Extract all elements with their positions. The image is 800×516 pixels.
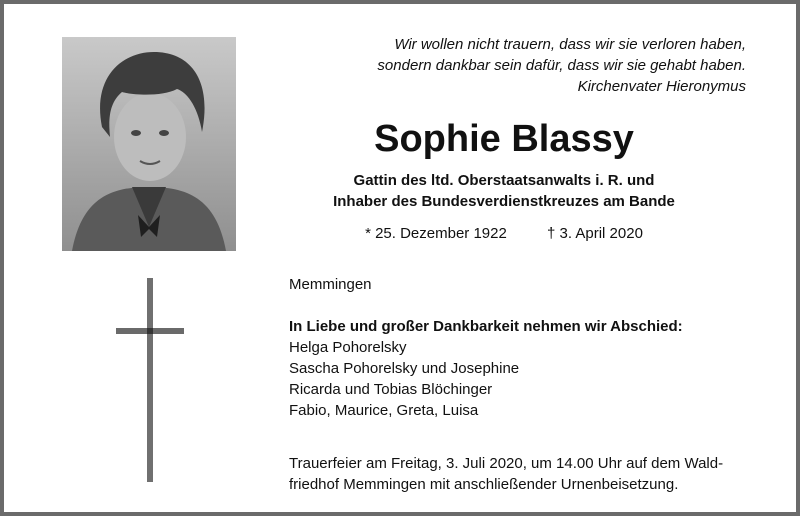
quote-line: sondern dankbar sein dafür, dass wir sie gehabt haben.	[377, 57, 746, 74]
quote-line: Wir wollen nicht trauern, dass wir sie verloren haben,	[394, 36, 746, 53]
subtitle-line-1: Gattin des ltd. Oberstaatsanwalts i. R. und	[353, 172, 655, 189]
funeral-line-2: friedhof Memmingen mit anschließender Urnenbeisetzung.	[289, 476, 679, 493]
place: Memmingen	[289, 276, 372, 293]
funeral-line-1: Trauerfeier am Freitag, 3. Juli 2020, um 14.00 Uhr auf dem Wald-	[289, 455, 724, 472]
portrait-photo	[62, 37, 236, 251]
farewell-heading: In Liebe und großer Dankbarkeit nehmen wir Abschied:	[289, 318, 683, 335]
cross-icon	[114, 276, 186, 484]
death-date: † 3. April 2020	[547, 225, 643, 242]
mourner-line: Ricarda und Tobias Blöchinger	[289, 381, 493, 398]
subtitle-block	[254, 170, 754, 212]
main-text	[289, 274, 759, 421]
subtitle-line-2: Inhaber des Bundesverdienstkreuzes am Bande	[333, 193, 675, 210]
mourner-line: Sascha Pohorelsky und Josephine	[289, 360, 520, 377]
mourner-line: Helga Pohorelsky	[289, 339, 407, 356]
deceased-name: Sophie Blassy	[374, 118, 634, 160]
quote-block	[377, 34, 746, 97]
birth-date: * 25. Dezember 1922	[365, 225, 507, 242]
portrait-illustration	[62, 37, 236, 251]
life-dates	[254, 224, 754, 244]
quote-author: Kirchenvater Hieronymus	[577, 78, 746, 95]
funeral-info	[289, 453, 759, 495]
mourner-line: Fabio, Maurice, Greta, Luisa	[289, 402, 479, 419]
